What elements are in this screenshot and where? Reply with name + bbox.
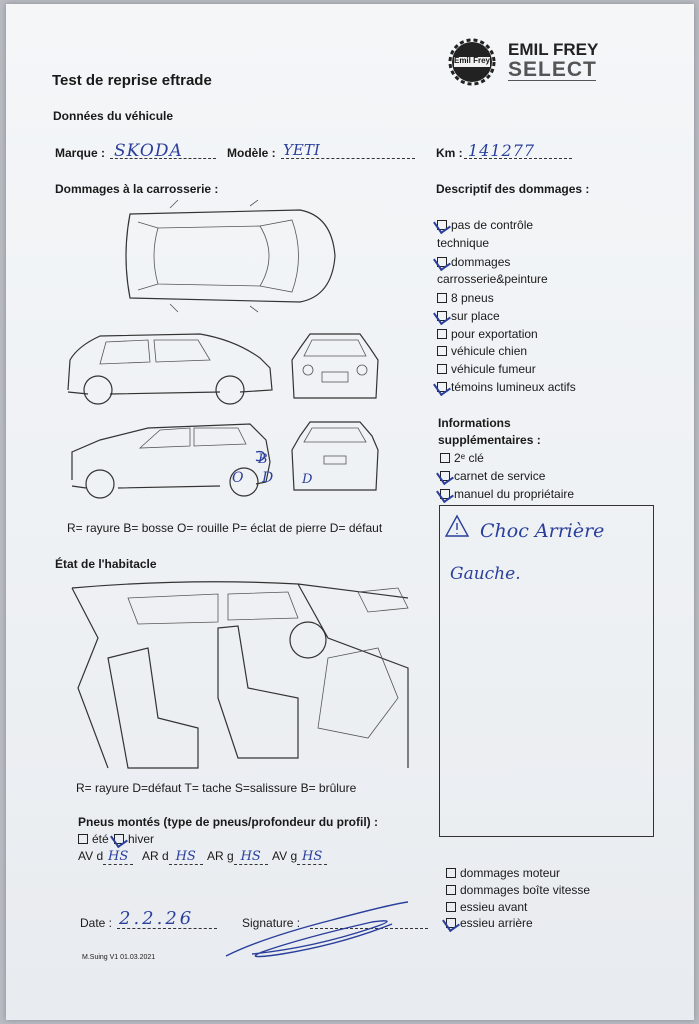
checkbox-icon[interactable]: [437, 220, 447, 230]
damage-item-carrosserie: carrosserie&peinture: [437, 272, 548, 286]
mech-essieu-avant[interactable]: essieu avant: [446, 900, 527, 914]
tire-hiver[interactable]: hiver: [114, 832, 154, 846]
body-damage-legend: R= rayure B= bosse O= rouille P= éclat de pierre D= défaut: [67, 521, 383, 535]
emblem-text: Emil Frey: [453, 56, 490, 65]
checkbox-icon[interactable]: [437, 382, 447, 392]
checkbox-icon[interactable]: [114, 834, 124, 844]
mech-moteur[interactable]: dommages moteur: [446, 866, 560, 880]
damage-mark-d1: D: [262, 470, 274, 486]
info-item-carnet[interactable]: carnet de service: [440, 469, 545, 483]
car-top-view: [126, 200, 335, 312]
mech-essieu-arriere[interactable]: essieu arrière: [446, 916, 533, 930]
km-field[interactable]: [464, 141, 572, 159]
logo-rule: [508, 80, 596, 81]
damage-item-fumeur[interactable]: véhicule fumeur: [437, 362, 536, 376]
damage-item-technique: technique: [437, 236, 490, 250]
date-field[interactable]: [117, 908, 217, 929]
damage-item-temoins[interactable]: témoins lumineux actifs: [437, 380, 576, 394]
checkbox-icon[interactable]: [437, 329, 447, 339]
tire-ard[interactable]: AR d HS: [142, 849, 203, 865]
car-side-view-left: [68, 334, 272, 404]
mech-boite[interactable]: dommages boîte vitesse: [446, 883, 590, 897]
page-title: Test de reprise eftrade: [52, 72, 212, 89]
notes-line-2: Gauche.: [450, 564, 521, 584]
car-front-view: [292, 334, 378, 398]
tire-ete[interactable]: été: [78, 832, 109, 846]
checkbox-icon[interactable]: [440, 453, 450, 463]
signature-scribble: [222, 898, 418, 964]
marque-label: Marque :: [55, 146, 106, 160]
tire-avd[interactable]: AV d HS: [78, 849, 133, 865]
km-value: 141277: [468, 141, 536, 160]
date-value: 2.2.26: [119, 908, 195, 929]
checkbox-icon[interactable]: [437, 293, 447, 303]
checkbox-icon[interactable]: [437, 364, 447, 374]
checkbox-icon[interactable]: [440, 471, 450, 481]
emil-frey-emblem: [448, 38, 496, 86]
damage-item-8-pneus[interactable]: 8 pneus: [437, 291, 494, 305]
marque-value: SKODA: [114, 141, 183, 161]
notes-box[interactable]: [439, 505, 654, 837]
modele-field[interactable]: [281, 141, 415, 159]
damage-mark-d2: D: [302, 472, 313, 487]
damage-item-pas-de-controle[interactable]: pas de contrôle: [437, 218, 533, 232]
tire-arg[interactable]: AR g HS: [207, 849, 268, 865]
interior-heading: État de l'habitacle: [55, 557, 157, 571]
damage-item-sur-place[interactable]: sur place: [437, 309, 500, 323]
checkbox-icon[interactable]: [446, 902, 456, 912]
damage-item-exportation[interactable]: pour exportation: [437, 327, 538, 341]
checkbox-icon[interactable]: [446, 885, 456, 895]
damage-item-dommages[interactable]: dommages: [437, 255, 510, 269]
notes-line-1: Choc Arrière: [480, 520, 605, 542]
checkbox-icon[interactable]: [446, 918, 456, 928]
tires-heading: Pneus montés (type de pneus/profondeur du profil) :: [78, 815, 379, 829]
checkbox-icon[interactable]: [437, 257, 447, 267]
damage-mark-o: O: [232, 470, 244, 486]
tire-avg[interactable]: AV g HS: [272, 849, 327, 865]
checkbox-icon[interactable]: [437, 311, 447, 321]
interior-legend: R= rayure D=défaut T= tache S=salissure B= brûlure: [76, 781, 357, 795]
damage-mark-b: B: [258, 452, 268, 467]
vehicle-section-heading: Données du véhicule: [53, 109, 174, 123]
damage-item-chien[interactable]: véhicule chien: [437, 344, 527, 358]
info-item-2e-cle[interactable]: 2ᵉ clé: [440, 451, 484, 465]
interior-diagram[interactable]: [68, 578, 418, 774]
car-side-view-right: [72, 424, 270, 498]
marque-field[interactable]: [110, 141, 216, 159]
info-item-manuel[interactable]: manuel du propriétaire: [440, 487, 574, 501]
car-diagram[interactable]: [60, 200, 405, 505]
checkbox-icon[interactable]: [437, 346, 447, 356]
modele-value: YETI: [283, 141, 320, 159]
checkbox-icon[interactable]: [78, 834, 88, 844]
modele-label: Modèle :: [227, 146, 276, 160]
body-damage-heading: Dommages à la carrosserie :: [55, 182, 219, 196]
damage-description-heading: Descriptif des dommages :: [436, 182, 590, 196]
km-label: Km :: [436, 146, 463, 160]
checkbox-icon[interactable]: [440, 489, 450, 499]
checkbox-icon[interactable]: [446, 868, 456, 878]
additional-info-heading-1: Informations: [438, 416, 511, 430]
logo-line1: EMIL FREY: [508, 40, 599, 59]
additional-info-heading-2: supplémentaires :: [438, 433, 541, 447]
date-label: Date :: [80, 916, 113, 930]
version-text: M.Suing V1 01.03.2021: [82, 954, 156, 961]
logo-line2: SELECT: [508, 58, 597, 81]
warning-icon: [444, 514, 470, 538]
signature-label: Signature :: [242, 916, 301, 930]
